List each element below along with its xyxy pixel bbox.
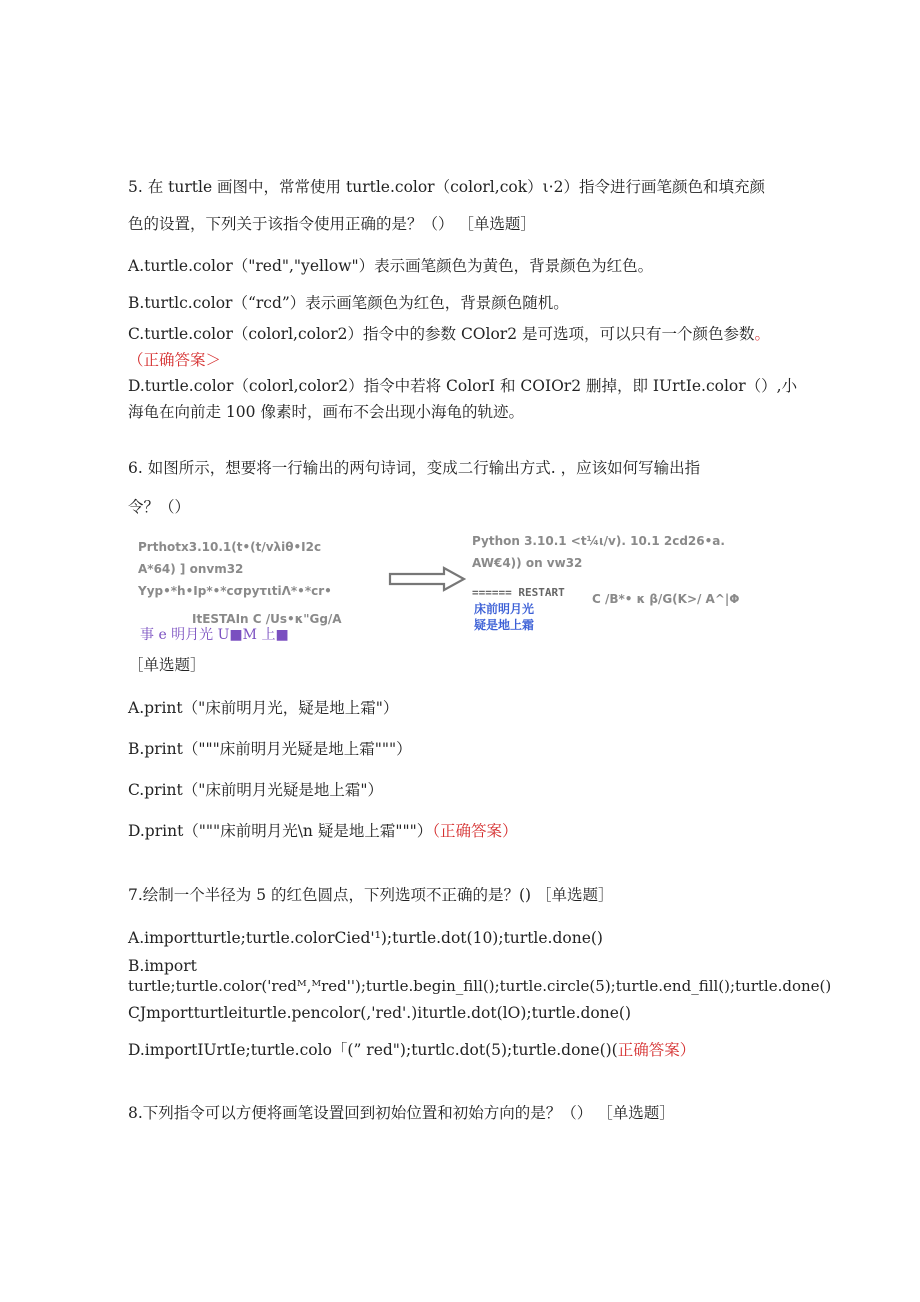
q8-stem: 8.下列指令可以方便将画笔设置回到初始位置和初始方向的是？（） ［单选题］ bbox=[128, 1104, 675, 1122]
q6-left-line5: 事 e 明月光 U■M 上■ bbox=[140, 627, 289, 643]
q5-option-c-text: C.turtle.color（colorl,color2）指令中的参数 COlor2 是可选项，可以只有一个颜色参数 bbox=[128, 325, 755, 343]
q5-option-d-line2: 海龟在向前走 100 像素时，画布不会出现小海龟的轨迹。 bbox=[128, 403, 524, 421]
q5-stem-line2: 色的设置，下列关于该指令使用正确的是？（） ［单选题］ bbox=[128, 215, 536, 233]
q7-option-d bbox=[128, 1039, 695, 1061]
q6-stem-line1: 6. 如图所示，想要将一行输出的两句诗词，变成二行输出方式. ，应该如何写输出指 bbox=[128, 459, 701, 477]
q5-option-b: B.turtlc.color（“rcd”）表示画笔颜色为红色，背景颜色随机。 bbox=[128, 294, 569, 312]
q5-option-d-line1: D.turtle.color（colorl,color2）指令中若将 ColorI 和 COIOr2 删掉，即 IUrtIe.color（）,小 bbox=[128, 377, 798, 395]
q7-stem: 7.绘制一个半径为 5 的红色圆点，下列选项不正确的是？() ［单选题］ bbox=[128, 886, 614, 904]
right-arrow-icon bbox=[388, 566, 466, 592]
q6-option-a: A.print（"床前明月光，疑是地上霜"） bbox=[128, 699, 399, 717]
q6-right-line2: AW€4)) on vw32 bbox=[472, 556, 583, 570]
q5-correct-answer-label: （正确答案＞ bbox=[128, 351, 222, 369]
q6-left-line2: A*64) ] onvm32 bbox=[138, 562, 244, 576]
q5-stem-line1: 5. 在 turtle 画图中，常常使用 turtle.color（colorl,cok）ι·2）指令进行画笔颜色和填充颜 bbox=[128, 178, 765, 196]
q5-option-a: A.turtle.color（"red","yellow"）表示画笔颜色为黄色，背景颜色为红色。 bbox=[128, 257, 654, 275]
q6-left-line4: ItESTAIn C /Us•κ"Gg/A bbox=[192, 612, 342, 626]
q7-option-b-line1: B.import bbox=[128, 957, 197, 975]
q7-option-a: A.importturtle;turtle.colorCied'¹);turtle.dot(10);turtle.done() bbox=[128, 929, 603, 947]
q6-left-line1: Prthotx3.10.1(t•(t/vλiθ•I2c bbox=[138, 540, 322, 554]
q6-figure-right-panel bbox=[472, 534, 772, 634]
q7-option-c: CJmportturtleiturtle.pencolor(,'red'.)iturtle.dot(lO);turtle.done() bbox=[128, 1004, 632, 1022]
q6-option-b: B.print（"""床前明月光疑是地上霜"""） bbox=[128, 740, 412, 758]
q6-left-line3: Yyp•*h•Ip*•*cσpyτιtiΛ*•*cr• bbox=[138, 584, 332, 598]
q5-option-c bbox=[128, 323, 770, 345]
q6-right-line4: C /B*• κ β/G(K>/ A^|Φ bbox=[592, 592, 740, 606]
q6-option-d bbox=[128, 820, 517, 842]
q7-option-d-text: D.importIUrtIe;turtle.colo「(” red");turtlc.dot(5);turtle.done()( bbox=[128, 1041, 618, 1059]
q6-right-line3: ====== RESTART bbox=[472, 586, 565, 599]
q7-correct-answer-label: 正确答案） bbox=[617, 1041, 696, 1059]
q6-question-type: ［单选题］ bbox=[128, 656, 206, 674]
q6-right-output-line2: 疑是地上霜 bbox=[474, 618, 535, 632]
q6-correct-answer-label: （正确答案） bbox=[432, 822, 518, 840]
q7-option-b-line2: turtle;turtle.color('redᴹ,ᴹred'');turtle.begin_fill();turtle.circle(5);turtle.end_fill();turtle.done() bbox=[128, 977, 832, 995]
q6-option-d-text: D.print（"""床前明月光\n 疑是地上霜"""） bbox=[128, 822, 433, 840]
q6-figure-left-panel bbox=[138, 540, 378, 643]
q5-option-c-dot: 。 bbox=[754, 325, 771, 343]
q6-right-line1: Python 3.10.1 <t¼ι/v). 10.1 2cd26•a. bbox=[472, 534, 725, 548]
q6-right-output-line1: 床前明月光 bbox=[474, 602, 535, 616]
q6-option-c: C.print（"床前明月光疑是地上霜"） bbox=[128, 781, 383, 799]
q6-stem-line2: 令？（） bbox=[128, 498, 191, 516]
